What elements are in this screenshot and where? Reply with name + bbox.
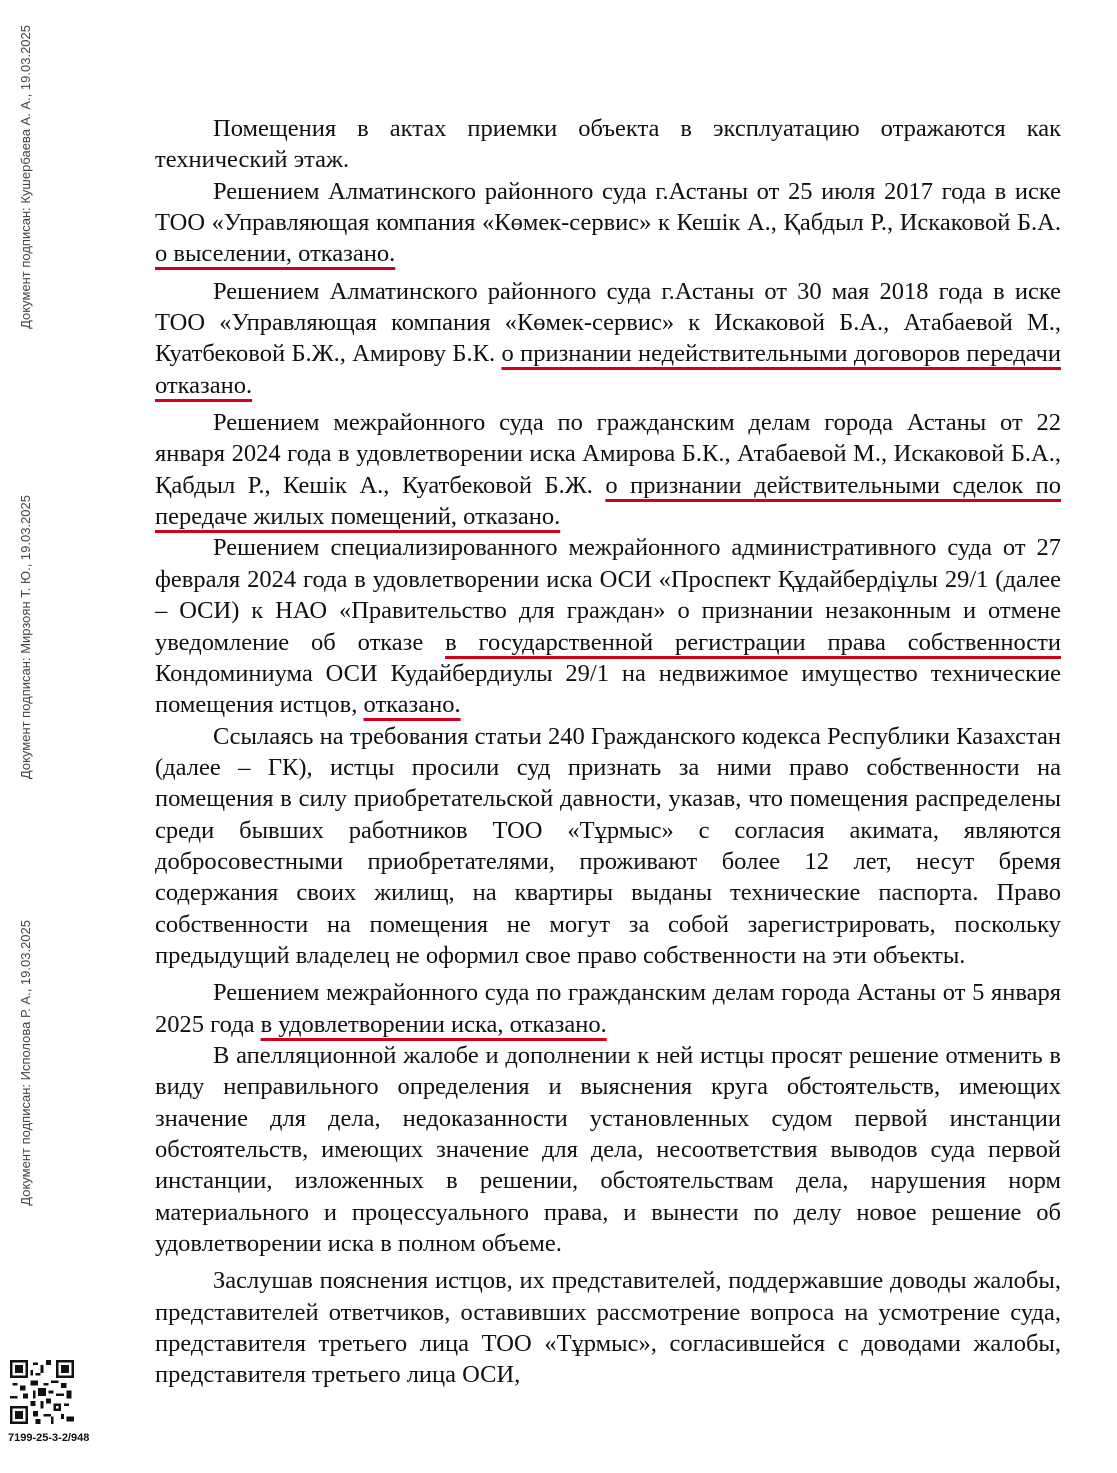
paragraph-text: Решением Алматинского районного суда г.Астаны от 25 июля 2017 года в иске ТОО «Управляющая компания «Көмек-сервис» к Кешік А., Қабдыл Р., Искаковой Б.А. (155, 177, 1061, 237)
document-code: 7199-25-3-2/948 (8, 1432, 90, 1444)
paragraph (155, 721, 1061, 972)
highlighted-text: о выселении, отказано. (155, 240, 396, 268)
paragraph-text: Заслушав пояснения истцов, их представителей, поддержавшие доводы жалобы, представителей ответчиков, оставивших рассмотрение вопроса на усмотрение суда, представителя третьего лица ТОО «Тұрмыс», согласившейся с доводами жалобы, представителя третьего лица ОСИ, (155, 1267, 1061, 1389)
paragraph (155, 1265, 1061, 1390)
paragraph (155, 977, 1061, 1040)
paragraph-text: Решением специализированного межрайонного административного суда от 27 февраля 2024 года в удовлетворении иска ОСИ «Проспект Құдайбердіұлы 29/1 (далее – ОСИ) к НАО «Правительство для граждан» о признании незаконным и отмене уведомление об отказе (155, 534, 1061, 656)
highlighted-text: в удовлетворении иска, отказано. (260, 1010, 607, 1038)
signature-stamp: Документ подписан: Исполова Р. А., 19.03.2025 (18, 920, 33, 1206)
paragraph-text: Решением межрайонного суда по гражданским делам города Астаны от 22 января 2024 года в удовлетворении иска Амирова Б.К., Атабаевой М., Искаковой Б.А., Қабдыл Р., Кешік А., Куатбековой Б.Ж. (155, 409, 1061, 499)
paragraph (155, 1040, 1061, 1259)
paragraph-text: Ссылаясь на требования статьи 240 Гражданского кодекса Республики Казахстан (далее – ГК), истцы просили суд признать за ними право собственности на помещения в силу приобретательской давности, указав, что помещения распределены среди бывших работников ТОО «Тұрмыс» с согласия акимата, являются добросовестными приобретателями, проживают более 12 лет, несут бремя содержания своих жилищ, на квартиры выданы технические паспорта. Право собственности на помещения не могут за собой зарегистрировать, поскольку предыдущий владелец не оформил свое право собственности на эти объекты. (155, 722, 1061, 969)
paragraph (155, 276, 1061, 401)
paragraph (155, 407, 1061, 532)
highlighted-text: отказано. (363, 691, 461, 719)
paragraph-text: Решением Алматинского районного суда г.Астаны от 30 мая 2018 года в иске ТОО «Управляющая компания «Көмек-сервис» к Искаковой Б.А., Атабаевой М., Куатбековой Б.Ж., Амирову Б.К. (155, 277, 1061, 368)
paragraph-text: Решением межрайонного суда по гражданским делам города Астаны от 5 января 2025 года (155, 979, 1061, 1038)
document-body (155, 113, 1061, 1391)
paragraph-text: Помещения в актах приемки объекта в эксплуатацию отражаются как технический этаж. (155, 115, 1061, 174)
paragraph (155, 532, 1061, 720)
paragraph (155, 113, 1061, 176)
signature-stamp: Документ подписан: Мирзоян Т. Ю., 19.03.2025 (18, 495, 33, 780)
highlighted-text: в государственной регистрации права собственности (445, 628, 1062, 656)
signature-stamp: Документ подписан: Кушербаева А. А., 19.03.2025 (18, 25, 33, 329)
highlighted-text: о признании действительными сделок по передаче жилых помещений, отказано. (155, 471, 1061, 531)
highlighted-text: о признании недействительными договоров передачи отказано. (155, 340, 1061, 399)
qr-code-icon (10, 1360, 74, 1424)
paragraph-text: Кондоминиума ОСИ Кудайбердиулы 29/1 на недвижимое имущество технические помещения истцов, (155, 659, 1061, 719)
paragraph-text: В апелляционной жалобе и дополнении к ней истцы просят решение отменить в виду неправильного определения и выяснения круга обстоятельств, имеющих значение для дела, недоказанности установленных судом первой инстанции обстоятельств, имеющих значение для дела, несоответствия выводов суда первой инстанции, изложенных в решении, обстоятельствам дела, нарушения норм материального и процессуального права, и вынести по делу новое решение об удовлетворении иска в полном объеме. (155, 1041, 1061, 1258)
paragraph (155, 176, 1061, 270)
